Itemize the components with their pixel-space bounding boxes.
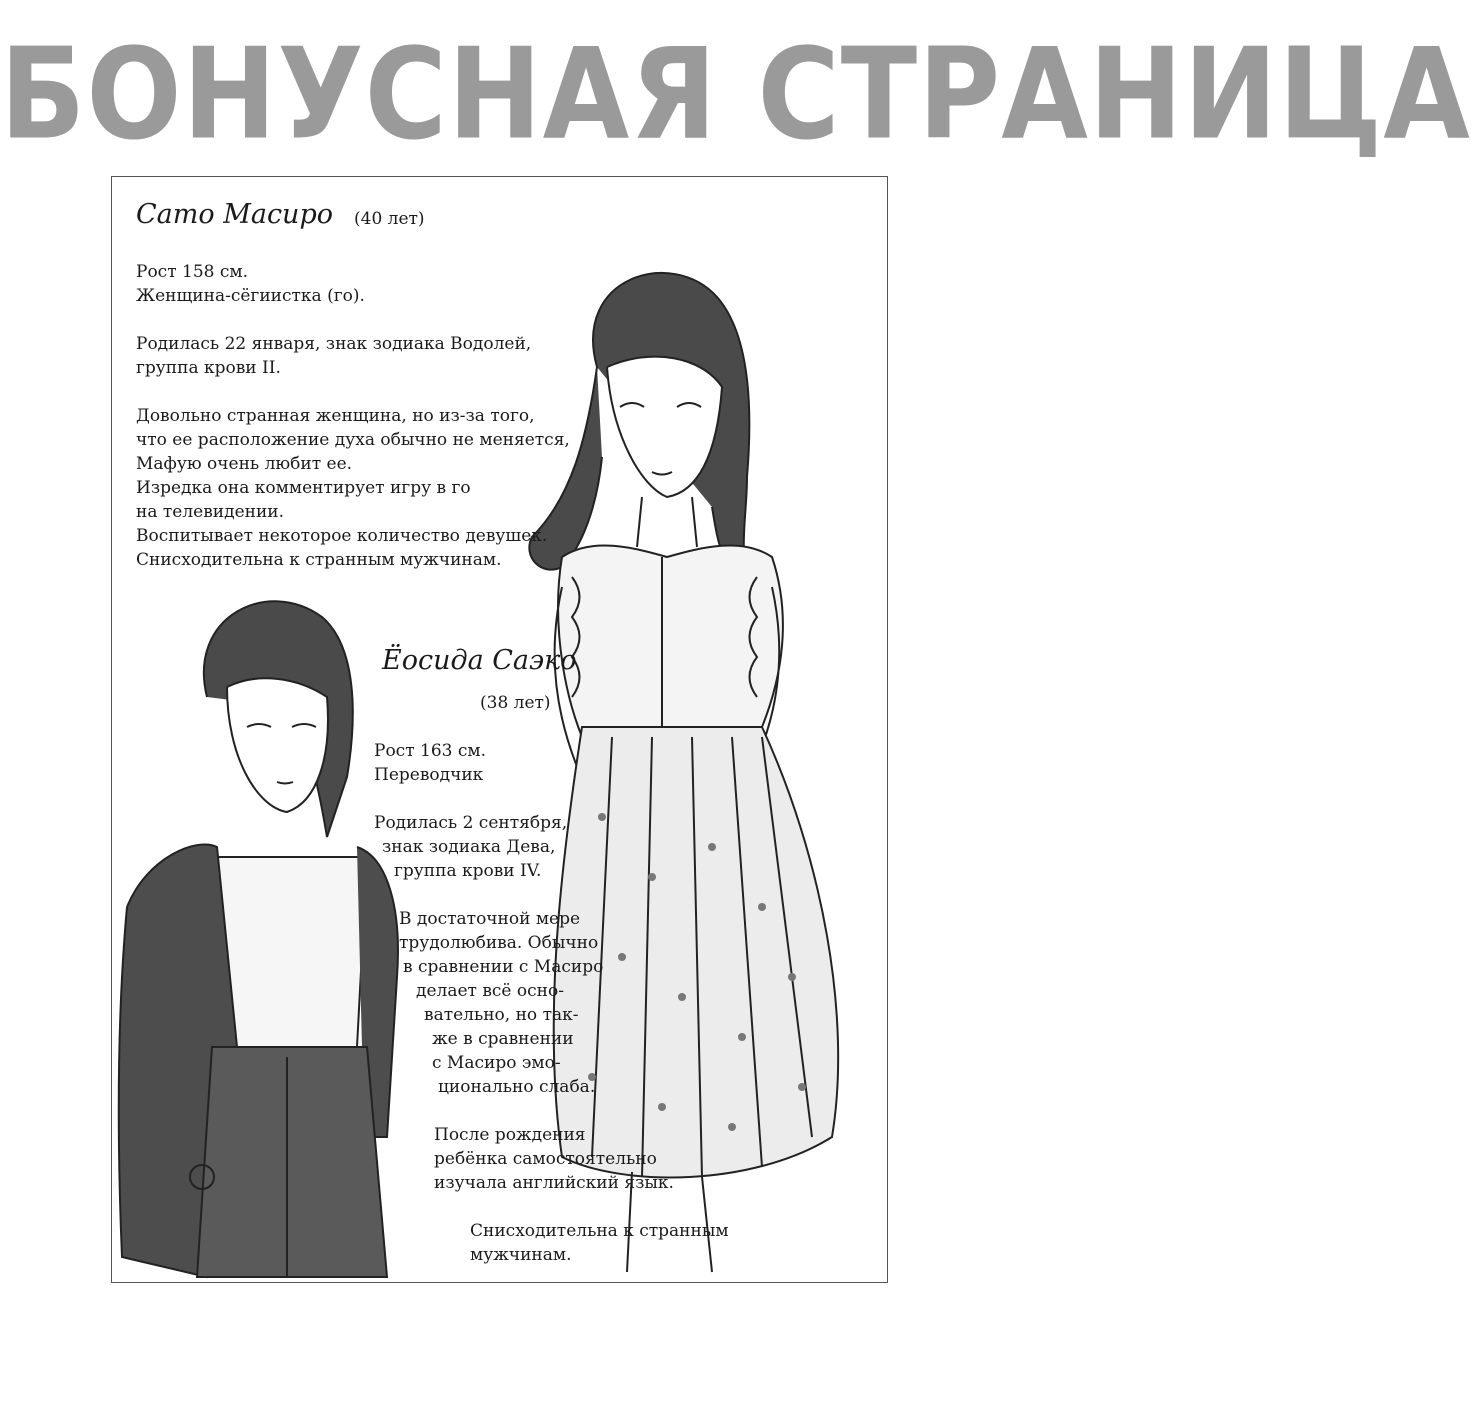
profile-line: мужчинам.: [470, 1245, 572, 1265]
profile-line: Довольно странная женщина, но из-за того,: [136, 406, 535, 426]
profile-line: Снисходительна к странным: [470, 1221, 729, 1241]
profile-line: Снисходительна к странным мужчинам.: [136, 550, 502, 570]
profile-line: знак зодиака Дева,: [382, 837, 556, 857]
profile-line: ребёнка самостоятельно: [434, 1149, 657, 1169]
profile-line: на телевидении.: [136, 502, 285, 522]
profile-line: Мафую очень любит ее.: [136, 454, 353, 474]
profile-line: Родилась 22 января, знак зодиака Водолей,: [136, 334, 532, 354]
profile-line: [136, 380, 570, 404]
profile-panel: [111, 176, 888, 1283]
profile-line: же в сравнении: [432, 1029, 574, 1049]
profile-line: [374, 1195, 729, 1219]
masiro-age: (40 лет): [354, 209, 425, 229]
masiro-profile: [136, 260, 570, 572]
saeko-illustration: [117, 577, 407, 1277]
profile-line: Родилась 2 сентября,: [374, 813, 568, 833]
profile-line: После рождения: [434, 1125, 586, 1145]
profile-line: изучала английский язык.: [434, 1173, 674, 1193]
profile-line: группа крови IV.: [394, 861, 542, 881]
profile-line: В достаточной мере: [399, 909, 581, 929]
profile-line: ционально слаба.: [438, 1077, 596, 1097]
saeko-age: (38 лет): [480, 693, 551, 713]
profile-line: что ее расположение духа обычно не меняется,: [136, 430, 570, 450]
profile-line: Рост 158 см.: [136, 262, 249, 282]
profile-line: Женщина-сёгиистка (го).: [136, 286, 365, 306]
profile-line: Изредка она комментирует игру в го: [136, 478, 471, 498]
profile-line: группа крови II.: [136, 358, 281, 378]
page-title: БОНУСНАЯ СТРАНИЦА: [0, 22, 1471, 168]
profile-line: трудолюбива. Обычно: [399, 933, 599, 953]
profile-line: [374, 883, 729, 907]
profile-line: Переводчик: [374, 765, 484, 785]
profile-line: [136, 308, 570, 332]
saeko-profile: [374, 739, 729, 1267]
profile-line: Рост 163 см.: [374, 741, 487, 761]
profile-line: Воспитывает некоторое количество девушек.: [136, 526, 548, 546]
profile-line: вательно, но так-: [424, 1005, 579, 1025]
profile-line: с Масиро эмо-: [432, 1053, 561, 1073]
profile-line: [374, 1099, 729, 1123]
profile-line: в сравнении с Масиро: [403, 957, 604, 977]
profile-line: делает всё осно-: [416, 981, 564, 1001]
profile-line: [374, 787, 729, 811]
saeko-name: Ёосида Саэко: [382, 645, 577, 676]
masiro-name: Сато Масиро: [136, 199, 333, 230]
